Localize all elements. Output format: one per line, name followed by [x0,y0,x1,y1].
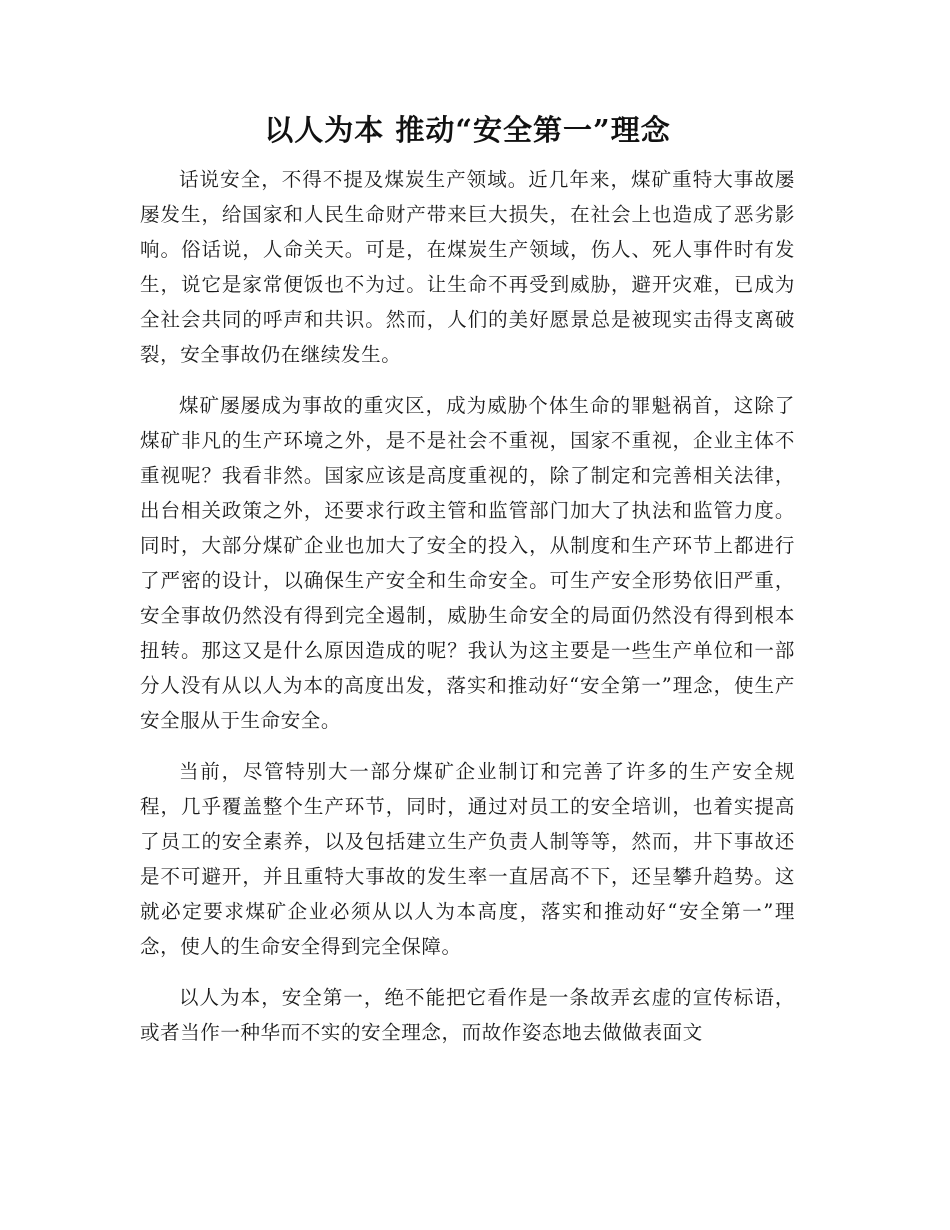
document-page [140,108,795,1066]
paragraph-2: 煤矿屡屡成为事故的重灾区，成为威胁个体生命的罪魁祸首，这除了煤矿非凡的生产环境之外，是不是社会不重视，国家不重视，企业主体不重视呢？我看非然。国家应该是高度重视的，除了制定和完善相关法律，出台相关政策之外，还要求行政主管和监管部门加大了执法和监管力度。同时，大部分煤矿企业也加大了安全的投入，从制度和生产环节上都进行了严密的设计，以确保生产安全和生命安全。可生产安全形势依旧严重，安全事故仍然没有得到完全遏制，威胁生命安全的局面仍然没有得到根本扭转。那这又是什么原因造成的呢？我认为这主要是一些生产单位和一部分人没有从以人为本的高度出发，落实和推动好“安全第一”理念，使生产安全服从于生命安全。 [140,394,795,732]
paragraph-3: 当前，尽管特别大一部分煤矿企业制订和完善了许多的生产安全规程，几乎覆盖整个生产环节，同时，通过对员工的安全培训，也着实提高了员工的安全素养，以及包括建立生产负责人制等等，然而，井下事故还是不可避开，并且重特大事故的发生率一直居高不下，还呈攀升趋势。这就必定要求煤矿企业必须从以人为本高度，落实和推动好“安全第一”理念，使人的生命安全得到完全保障。 [140,760,795,958]
document-title: 以人为本 推动“安全第一”理念 [264,113,671,147]
paragraph-4: 以人为本，安全第一，绝不能把它看作是一条故弄玄虚的宣传标语，或者当作一种华而不实的安全理念，而故作姿态地去做做表面文 [140,986,795,1044]
paragraph-1: 话说安全，不得不提及煤炭生产领域。近几年来，煤矿重特大事故屡屡发生，给国家和人民生命财产带来巨大损失，在社会上也造成了恶劣影响。俗话说，人命关天。可是，在煤炭生产领域，伤人、死人事件时有发生，说它是家常便饭也不为过。让生命不再受到威胁，避开灾难，已成为全社会共同的呼声和共识。然而，人们的美好愿景总是被现实击得支离破裂，安全事故仍在继续发生。 [140,168,795,366]
